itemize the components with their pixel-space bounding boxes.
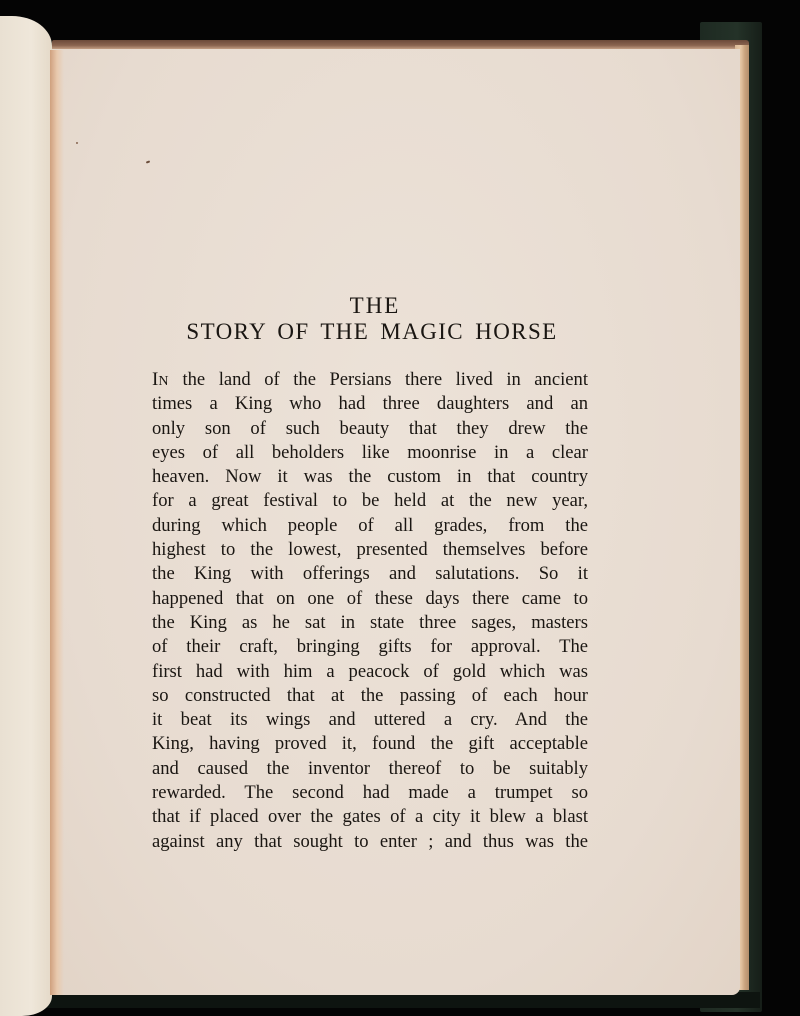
body-line: happened that on one of these days there came to	[152, 587, 588, 609]
body-line: that if placed over the gates of a city it blew a blast	[152, 806, 588, 828]
body-line: King, having proved it, found the gift acceptable	[152, 733, 588, 755]
body-line: heaven. Now it was the custom in that country	[152, 466, 588, 488]
chapter-title-line-2: STORY OF THE MAGIC HORSE	[186, 319, 558, 344]
body-line: first had with him a peacock of gold which was	[152, 660, 588, 682]
page-stack-top-edge	[52, 40, 749, 49]
left-page-curl	[0, 16, 52, 1016]
body-line: times a King who had three daughters and an	[152, 393, 588, 415]
chapter-body	[152, 368, 588, 854]
paper-speck	[146, 160, 150, 163]
body-line: for a great festival to be held at the new year,	[152, 490, 588, 512]
body-line: the King with offerings and salutations. So it	[152, 563, 588, 585]
body-line: eyes of all beholders like moonrise in a clear	[152, 441, 588, 463]
drop-initial-smallcap: N	[158, 374, 169, 389]
body-line: the King as he sat in state three sages, masters	[152, 611, 588, 633]
drop-initial: I	[152, 369, 159, 390]
body-line: and caused the inventor thereof to be suitably	[152, 757, 588, 779]
body-line: it beat its wings and uttered a cry. And the	[152, 709, 588, 731]
body-line: against any that sought to enter ; and thus was the	[152, 830, 588, 852]
body-line-text: the land of the Persians there lived in ancient	[168, 369, 588, 390]
body-line: highest to the lowest, presented themselves before	[152, 539, 588, 561]
body-line: rewarded. The second had made a trumpet so	[152, 782, 588, 804]
body-line	[152, 368, 588, 392]
body-line: so constructed that at the passing of each hour	[152, 684, 588, 706]
body-line: only son of such beauty that they drew the	[152, 417, 588, 439]
body-line: of their craft, bringing gifts for approval. The	[152, 636, 588, 658]
book-page	[52, 49, 740, 995]
page-gutter	[50, 50, 64, 995]
body-line: during which people of all grades, from the	[152, 514, 588, 536]
chapter-title-line-1: THE	[349, 293, 401, 318]
paper-speck	[76, 142, 79, 145]
page-text	[152, 293, 588, 854]
